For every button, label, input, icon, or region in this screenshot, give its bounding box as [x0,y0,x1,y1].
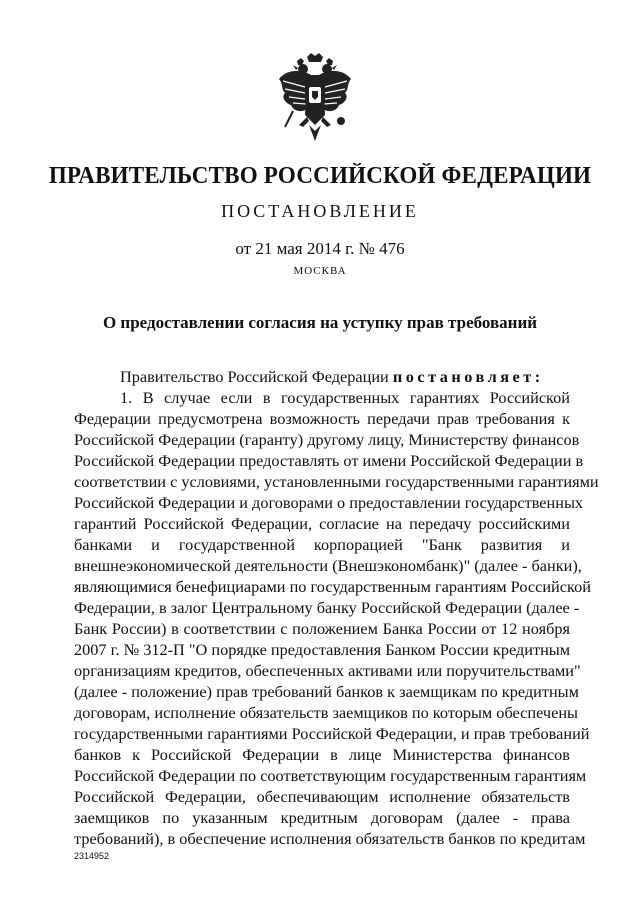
decree-keyword: постановляет: [392,367,544,386]
document-body [74,366,599,849]
body-line: требований), в обеспечение исполнения обязательств банков по кредитам [74,829,586,848]
body-line: Федерации предусмотрена возможность передачи прав требования к [74,409,570,428]
body-line: банками и государственной корпорацией "Банк развития и [74,535,570,554]
body-line: Федерации, в залог Центральному банку Российской Федерации (далее - [74,598,580,617]
body-line: (далее - положение) прав требований банков к заемщикам по кредитным [74,682,579,701]
body-line: внешнеэкономической деятельности (Внешэкономбанк)" (далее - банки), [74,556,582,575]
intro-text: Правительство Российской Федерации [120,367,393,386]
body-line: Российской Федерации (гаранту) другому лицу, Министерству финансов [74,430,580,449]
government-title: ПРАВИТЕЛЬСТВО РОССИЙСКОЙ ФЕДЕРАЦИИ [48,163,592,189]
footer-code: 2314952 [74,851,110,861]
body-line: Российской Федерации предоставлять от имени Российской Федерации в [74,451,584,470]
coat-of-arms-icon [271,51,359,147]
body-line: заемщиков по указанным кредитным договорам (далее - права [74,808,570,827]
body-line: гарантий Российской Федерации, согласие на передачу российскими [74,514,570,533]
document-city: МОСКВА [293,265,347,277]
body-line: соответствии с условиями, установленными государственными гарантиями [74,472,599,491]
body-line: Банк России) в соответствии с положением Банка России от 12 ноября [74,619,570,638]
intro-paragraph [74,366,570,387]
body-line: банков к Российской Федерации в лице Министерства финансов [74,745,570,764]
document-type: ПОСТАНОВЛЕНИЕ [221,201,419,221]
body-line: договорам, исполнение обязательств заемщиков по которым обеспечены [74,703,578,722]
document-subject: О предоставлении согласия на уступку прав требований [102,313,538,332]
body-line: являющимися бенефициарами по государственным гарантиям Российской [74,577,591,596]
body-lines [74,387,599,849]
body-line: Российской Федерации по соответствующим государственным гарантиям [74,766,587,785]
body-line: 2007 г. № 312-П "О порядке предоставления Банком России кредитным [74,640,571,659]
body-line: государственными гарантиями Российской Федерации, и прав требований [74,724,590,743]
body-line: 1. В случае если в государственных гарантиях Российской [120,388,570,407]
body-line: организациям кредитов, обеспеченных активами или поручительствами" [74,661,581,680]
document-date-number: от 21 мая 2014 г. № 476 [235,239,405,258]
body-line: Российской Федерации, обеспечивающим исполнение обязательств [74,787,570,806]
body-line: Российской Федерации и договорами о предоставлении государственных [74,493,584,512]
